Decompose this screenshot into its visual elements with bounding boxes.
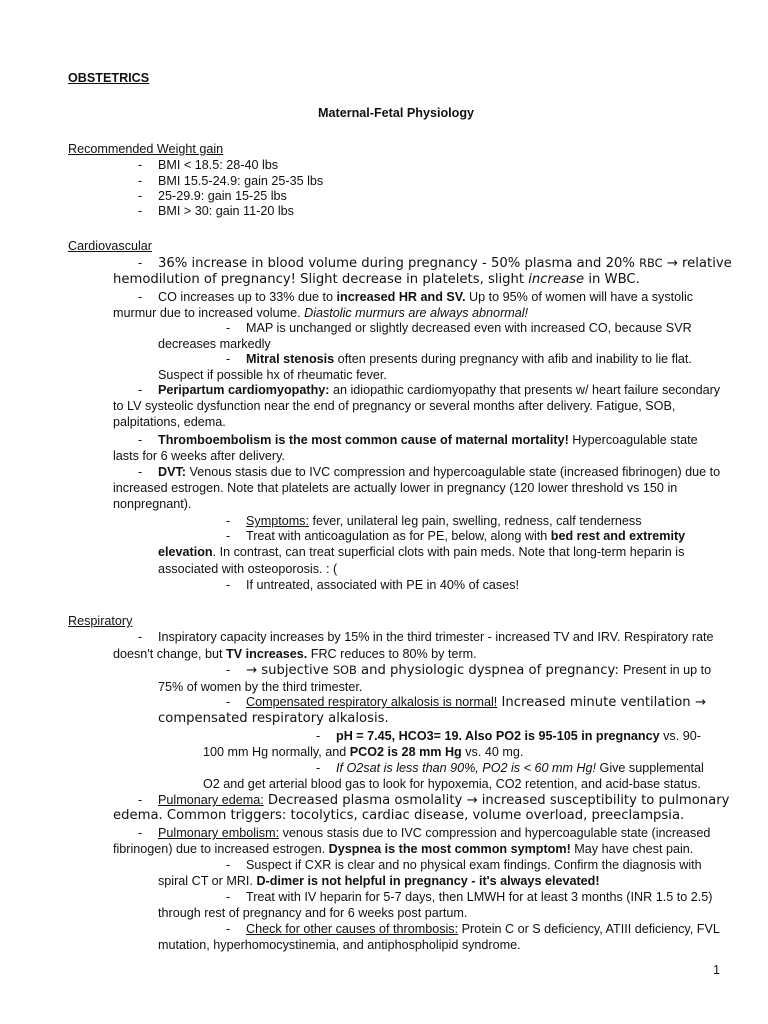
- text-line: through rest of pregnancy and for 6 weeks post partum.: [158, 906, 468, 920]
- bullet-dash: -: [138, 204, 143, 218]
- text-line: murmur due to increased volume. Diastolic murmurs are always abnormal!: [113, 306, 529, 320]
- text-line: doesn't change, but TV increases. FRC reduces to 80% by term.: [113, 647, 477, 661]
- list-item: 25-29.9: gain 15-25 lbs: [158, 189, 287, 203]
- bullet-dash: -: [226, 695, 231, 709]
- text-line: Peripartum cardiomyopathy: an idiopathic cardiomyopathy that presents w/ heart failure secondary: [158, 383, 721, 397]
- text-line: nonpregnant).: [113, 497, 192, 511]
- text-line: decreases markedly: [158, 337, 271, 351]
- page-title: Maternal-Fetal Physiology: [318, 106, 475, 120]
- text-line: Mitral stenosis often presents during pregnancy with afib and inability to lie flat.: [246, 352, 692, 366]
- bullet-dash: -: [138, 383, 143, 397]
- text-line: → subjective SOB and physiologic dyspnea of pregnancy: Present in up to: [246, 663, 712, 678]
- text-line: 36% increase in blood volume during pregnancy - 50% plasma and 20% RBC → relative: [158, 256, 732, 271]
- text-line: pH = 7.45, HCO3= 19. Also PO2 is 95-105 in pregnancy vs. 90-: [336, 729, 701, 743]
- cardio-heading: Cardiovascular: [68, 239, 152, 253]
- text-line: MAP is unchanged or slightly decreased even with increased CO, because SVR: [246, 321, 692, 335]
- text-line: O2 and get arterial blood gas to look for hypoxemia, CO2 retention, and acid-base status.: [203, 777, 701, 791]
- text-line: Suspect if possible hx of rheumatic fever.: [158, 368, 387, 382]
- text-line: Check for other causes of thrombosis: Protein C or S deficiency, ATIII deficiency, FVL: [246, 922, 720, 936]
- bullet-dash: -: [226, 578, 231, 592]
- bullet-dash: -: [226, 514, 231, 528]
- page-number: 1: [713, 963, 721, 977]
- text-line: 100 mm Hg normally, and PCO2 is 28 mm Hg vs. 40 mg.: [203, 745, 524, 759]
- text-line: lasts for 6 weeks after delivery.: [113, 449, 285, 463]
- text-line: If O2sat is less than 90%, PO2 is < 60 mm Hg! Give supplemental: [336, 761, 704, 775]
- bullet-dash: -: [138, 256, 143, 270]
- bullet-dash: -: [138, 174, 143, 188]
- bullet-dash: -: [138, 465, 143, 479]
- text-line: Compensated respiratory alkalosis is normal! Increased minute ventilation →: [246, 695, 706, 710]
- list-item: BMI < 18.5: 28-40 lbs: [158, 158, 279, 172]
- text-line: Thromboembolism is the most common cause of maternal mortality! Hypercoagulable state: [158, 433, 698, 447]
- text-line: Symptoms: fever, unilateral leg pain, swelling, redness, calf tenderness: [246, 514, 642, 528]
- text-line: Pulmonary embolism: venous stasis due to IVC compression and hypercoagulable state (increased: [158, 826, 711, 840]
- text-line: hemodilution of pregnancy! Slight decrease in platelets, slight increase in WBC.: [113, 272, 640, 287]
- bullet-dash: -: [226, 529, 231, 543]
- resp-heading: Respiratory: [68, 614, 133, 628]
- bullet-dash: -: [138, 433, 143, 447]
- text-line: palpitations, edema.: [113, 415, 226, 429]
- text-line: CO increases up to 33% due to increased HR and SV. Up to 95% of women will have a systolic: [158, 290, 694, 304]
- text-line: Treat with IV heparin for 5-7 days, then LMWH for at least 3 months (INR 1.5 to 2.5): [246, 890, 713, 904]
- bullet-dash: -: [226, 352, 231, 366]
- list-item: BMI 15.5-24.9: gain 25-35 lbs: [158, 174, 324, 188]
- bullet-dash: -: [138, 793, 143, 807]
- text-line: increased estrogen. Note that platelets are actually lower in pregnancy (120 lower threshold vs 150 in: [113, 481, 678, 495]
- bullet-dash: -: [138, 290, 143, 304]
- weight-heading: Recommended Weight gain: [68, 142, 224, 156]
- text-line: mutation, hyperhomocystinemia, and antiphospholipid syndrome.: [158, 938, 521, 952]
- text-line: If untreated, associated with PE in 40% of cases!: [246, 578, 520, 592]
- bullet-dash: -: [138, 189, 143, 203]
- text-line: compensated respiratory alkalosis.: [158, 711, 389, 726]
- bullet-dash: -: [138, 158, 143, 172]
- text-line: edema. Common triggers: tocolytics, cardiac disease, volume overload, preeclampsia.: [113, 808, 685, 823]
- bullet-dash: -: [226, 922, 231, 936]
- text-line: 75% of women by the third trimester.: [158, 680, 363, 694]
- bullet-dash: -: [316, 761, 321, 775]
- text-line: DVT: Venous stasis due to IVC compression and hypercoagulable state (increased fibrinogen) due to: [158, 465, 721, 479]
- text-line: Suspect if CXR is clear and no physical exam findings. Confirm the diagnosis with: [246, 858, 702, 872]
- text-line: to LV systeolic dysfunction near the end of pregnancy or several months after delivery. Fatigue, SOB,: [113, 399, 676, 413]
- text-line: fibrinogen) due to increased estrogen. Dyspnea is the most common symptom! May have chest pain.: [113, 842, 694, 856]
- bullet-dash: -: [226, 890, 231, 904]
- text-line: spiral CT or MRI. D-dimer is not helpful in pregnancy - it's always elevated!: [158, 874, 600, 888]
- bullet-dash: -: [316, 729, 321, 743]
- bullet-dash: -: [226, 663, 231, 677]
- text-line: Treat with anticoagulation as for PE, below, along with bed rest and extremity: [246, 529, 686, 543]
- bullet-dash: -: [138, 826, 143, 840]
- bullet-dash: -: [138, 630, 143, 644]
- text-line: elevation. In contrast, can treat superficial clots with pain meds. Note that long-term heparin is: [158, 545, 685, 559]
- text-line: Inspiratory capacity increases by 15% in the third trimester - increased TV and IRV. Respiratory rate: [158, 630, 714, 644]
- bullet-dash: -: [226, 321, 231, 335]
- text-line: associated with osteoporosis. : (: [158, 562, 338, 576]
- section-heading: OBSTETRICS: [68, 71, 150, 85]
- text-line: Pulmonary edema: Decreased plasma osmolality → increased susceptibility to pulmonary: [158, 793, 730, 808]
- list-item: BMI > 30: gain 11-20 lbs: [158, 204, 294, 218]
- bullet-dash: -: [226, 858, 231, 872]
